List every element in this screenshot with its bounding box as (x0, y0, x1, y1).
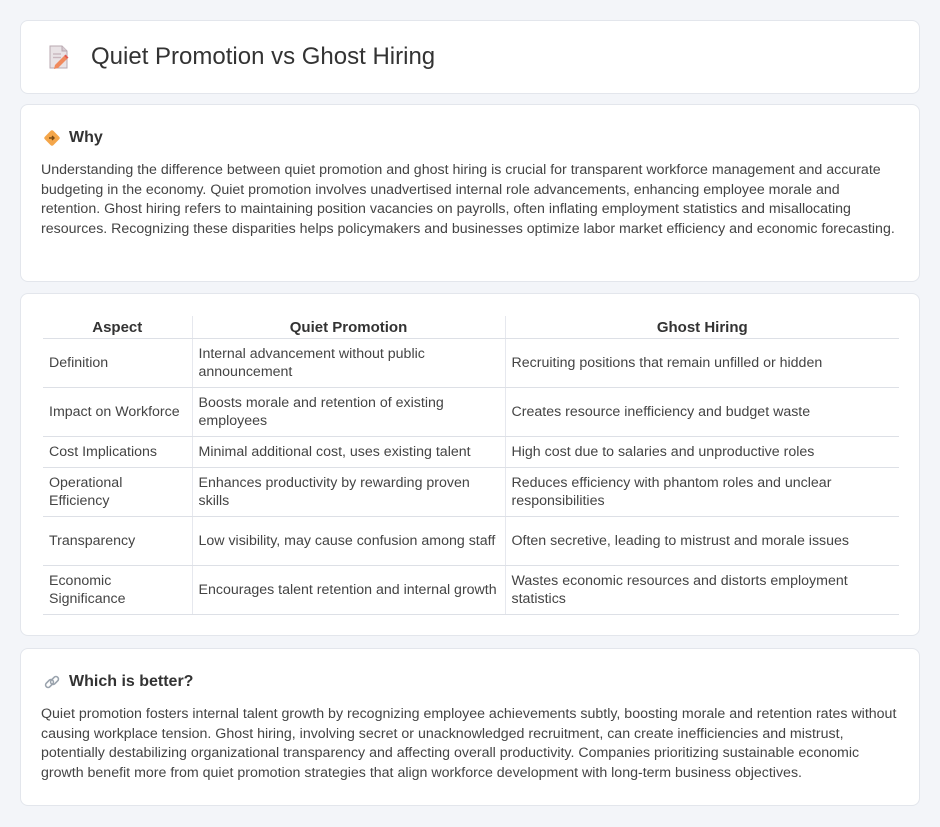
cell-aspect: Operational Efficiency (43, 467, 192, 516)
header-aspect: Aspect (43, 316, 192, 338)
cell-quiet-promotion: Boosts morale and retention of existing employees (192, 387, 505, 436)
why-heading: Why (69, 129, 103, 146)
cell-ghost-hiring: High cost due to salaries and unproductive roles (505, 436, 899, 467)
better-body: Quiet promotion fosters internal talent growth by recognizing employee achievements subtly, boosting morale and retention rates without causing workplace tension. Ghost hiring, involving secret or unacknowledged recruitment, can create inefficiencies and mistrust, potentially destabilizing organizational transparency and affecting overall productivity. Companies prioritizing sustainable economic growth benefit more from quiet promotion strategies that align workforce development with long-term business objectives. (41, 706, 897, 781)
table-row (43, 436, 899, 467)
which-is-better-card (20, 648, 920, 806)
better-heading-row (21, 649, 919, 691)
table-row (43, 387, 899, 436)
cell-ghost-hiring: Creates resource inefficiency and budget waste (505, 387, 899, 436)
table-header-row (43, 316, 899, 338)
warning-diamond-icon (43, 129, 61, 147)
cell-quiet-promotion: Encourages talent retention and internal growth (192, 565, 505, 614)
cell-quiet-promotion: Enhances productivity by rewarding proven skills (192, 467, 505, 516)
header-ghost-hiring: Ghost Hiring (505, 316, 899, 338)
cell-aspect: Cost Implications (43, 436, 192, 467)
better-heading: Which is better? (69, 673, 194, 690)
cell-ghost-hiring: Reduces efficiency with phantom roles and unclear responsibilities (505, 467, 899, 516)
table-row (43, 467, 899, 516)
why-card (20, 104, 920, 282)
table-row (43, 338, 899, 387)
cell-quiet-promotion: Minimal additional cost, uses existing talent (192, 436, 505, 467)
cell-quiet-promotion: Internal advancement without public announcement (192, 338, 505, 387)
cell-aspect: Transparency (43, 516, 192, 565)
header-quiet-promotion: Quiet Promotion (192, 316, 505, 338)
cell-ghost-hiring: Often secretive, leading to mistrust and morale issues (505, 516, 899, 565)
comparison-card (20, 293, 920, 636)
cell-quiet-promotion: Low visibility, may cause confusion among staff (192, 516, 505, 565)
title-row (21, 21, 919, 71)
title-card (20, 20, 920, 94)
cell-ghost-hiring: Recruiting positions that remain unfilled or hidden (505, 338, 899, 387)
link-icon (43, 673, 61, 691)
table-row (43, 565, 899, 614)
cell-ghost-hiring: Wastes economic resources and distorts employment statistics (505, 565, 899, 614)
page-title: Quiet Promotion vs Ghost Hiring (91, 43, 436, 70)
why-heading-row (21, 105, 919, 147)
cell-aspect: Impact on Workforce (43, 387, 192, 436)
why-body: Understanding the difference between quiet promotion and ghost hiring is crucial for transparent workforce management and accurate budgeting in the economy. Quiet promotion involves unadvertised internal role advancements, enhancing employee morale and retention. Ghost hiring refers to maintaining position vacancies on payrolls, often inflating employment statistics and misallocating resources. Recognizing these disparities helps policymakers and businesses optimize labor market efficiency and economic forecasting. (41, 162, 895, 237)
document-edit-icon (47, 44, 71, 70)
table-row (43, 516, 899, 565)
comparison-table (43, 316, 899, 615)
cell-aspect: Economic Significance (43, 565, 192, 614)
cell-aspect: Definition (43, 338, 192, 387)
